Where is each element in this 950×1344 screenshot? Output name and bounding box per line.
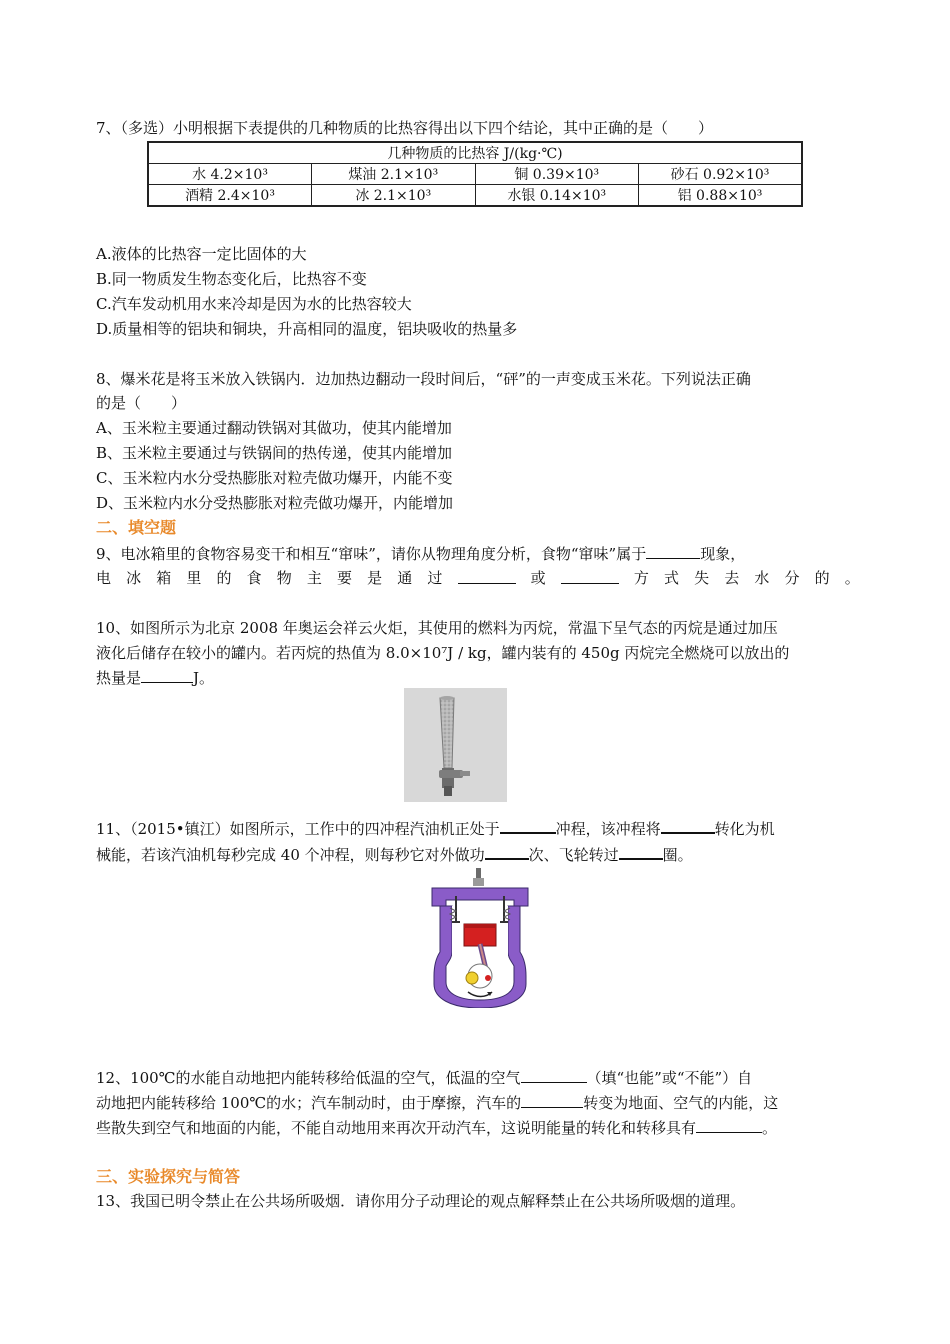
answer-blank[interactable] <box>619 843 663 860</box>
section-fill-in-heading: 二、填空题 <box>96 518 177 537</box>
q8-option-b: B、玉米粒主要通过与铁锅间的热传递，使其内能增加 <box>96 444 453 462</box>
q11-line2 <box>96 843 693 865</box>
table-row <box>148 185 802 207</box>
q12-text: 动地把内能转移给 100℃的水；汽车制动时，由于摩擦，汽车的 <box>96 1094 522 1112</box>
q7-stem: 7、（多选）小明根据下表提供的几种物质的比热容得出以下四个结论，其中正确的是（ ） <box>96 119 714 137</box>
answer-blank[interactable] <box>458 568 516 584</box>
q11-text: 11、（2015•镇江）如图所示，工作中的四冲程汽油机正处于 <box>96 820 500 838</box>
q12-text: 转变为地面、空气的内能，这 <box>583 1094 779 1112</box>
q10-text: J。 <box>193 669 215 687</box>
answer-blank[interactable] <box>696 1117 762 1133</box>
q9-char: 的 <box>814 569 830 587</box>
q12-text: 12、100℃的水能自动地把内能转移给低温的空气，低温的空气 <box>96 1069 521 1087</box>
q9-char: 方 <box>633 569 649 587</box>
q10-line3 <box>96 667 214 688</box>
q7-option-c: C.汽车发动机用水来冷却是因为水的比热容较大 <box>96 295 412 313</box>
q12-line3 <box>96 1117 777 1138</box>
q11-text: 转化为机 <box>714 820 775 838</box>
q10-line2: 液化后储存在较小的罐内。若丙烷的热值为 8.0×10⁷J / kg，罐内装有的 450g 丙烷完全燃烧可以放出的 <box>96 644 790 662</box>
q9-char: 通 <box>397 569 413 587</box>
q9-char: 失 <box>694 569 710 587</box>
q12-text: 。 <box>762 1119 778 1137</box>
q12-line2 <box>96 1092 778 1113</box>
table-row <box>148 164 802 185</box>
q9-line2 <box>96 568 860 588</box>
q9-line1 <box>96 543 745 564</box>
q8-stem-line1: 8、爆米花是将玉米放入铁锅内．边加热边翻动一段时间后，“砰”的一声变成玉米花。下列说法正确 <box>96 370 751 388</box>
answer-blank[interactable] <box>141 667 193 683</box>
q9-char: 物 <box>276 569 292 587</box>
q8-option-c: C、玉米粒内水分受热膨胀对粒壳做功爆开，内能不变 <box>96 469 453 487</box>
q9-char: 要 <box>337 569 353 587</box>
q9-char: 冰 <box>126 569 142 587</box>
q8-option-d: D、玉米粒内水分受热膨胀对粒壳做功爆开，内能增加 <box>96 494 454 512</box>
table-cell: 水银 0.14×10³ <box>475 185 639 207</box>
q7-option-b: B.同一物质发生物态变化后，比热容不变 <box>96 270 367 288</box>
q12-text: （填“也能”或“不能”）自 <box>586 1069 753 1087</box>
table-cell: 冰 2.1×10³ <box>312 185 476 207</box>
q9-char: 过 <box>427 569 443 587</box>
section-experiment-heading: 三、实验探究与简答 <box>96 1167 241 1186</box>
q9-text: 9、电冰箱里的食物容易变干和相互“窜味”，请你从物理角度分析，食物“窜味”属于 <box>96 545 647 563</box>
answer-blank[interactable] <box>500 817 556 834</box>
q12-line1 <box>96 1067 752 1088</box>
q9-char: 的 <box>216 569 232 587</box>
q11-text: 械能，若该汽油机每秒完成 40 个冲程，则每秒它对外做功 <box>96 846 485 864</box>
q11-text: 冲程，该冲程将 <box>555 820 661 838</box>
q9-char: 去 <box>724 569 740 587</box>
q9-char: 水 <box>754 569 770 587</box>
specific-heat-table <box>147 141 803 207</box>
answer-blank[interactable] <box>521 1092 583 1108</box>
table-cell: 铝 0.88×10³ <box>639 185 803 207</box>
q9-char: 是 <box>367 569 383 587</box>
q9-char: 。 <box>844 569 860 587</box>
table-cell: 砂石 0.92×10³ <box>639 164 803 185</box>
q11-text: 圈。 <box>662 846 693 864</box>
q9-char: 式 <box>663 569 679 587</box>
answer-blank[interactable] <box>646 543 700 559</box>
q8-option-a: A、玉米粒主要通过翻动铁锅对其做功，使其内能增加 <box>96 419 452 437</box>
answer-blank[interactable] <box>485 843 529 860</box>
table-title: 几种物质的比热容 J/(kg·℃) <box>148 142 802 164</box>
q11-line1 <box>96 817 775 839</box>
table-cell: 煤油 2.1×10³ <box>312 164 476 185</box>
q11-text: 次、飞轮转过 <box>528 846 619 864</box>
torch-image <box>404 688 507 802</box>
table-cell: 水 4.2×10³ <box>148 164 312 185</box>
q9-char: 食 <box>246 569 262 587</box>
q13-stem: 13、我国已明令禁止在公共场所吸烟．请你用分子动理论的观点解释禁止在公共场所吸烟的道理。 <box>96 1192 746 1210</box>
q9-char: 电 <box>96 569 112 587</box>
q9-char: 里 <box>186 569 202 587</box>
q9-char: 或 <box>530 569 546 587</box>
q7-option-a: A.液体的比热容一定比固体的大 <box>96 245 307 263</box>
answer-blank[interactable] <box>561 568 619 584</box>
q7-option-d: D.质量相等的铝块和铜块，升高相同的温度，铝块吸收的热量多 <box>96 320 518 338</box>
q9-char: 箱 <box>156 569 172 587</box>
q8-stem-line2: 的是（ ） <box>96 394 187 412</box>
q10-text: 热量是 <box>96 669 142 687</box>
answer-blank[interactable] <box>661 817 715 834</box>
q9-text: 现象， <box>700 545 746 563</box>
table-cell: 酒精 2.4×10³ <box>148 185 312 207</box>
q9-char: 分 <box>784 569 800 587</box>
q12-text: 些散失到空气和地面的内能，不能自动地用来再次开动汽车，这说明能量的转化和转移具有 <box>96 1119 697 1137</box>
answer-blank[interactable] <box>521 1067 587 1083</box>
table-cell: 铜 0.39×10³ <box>475 164 639 185</box>
q9-char: 主 <box>306 569 322 587</box>
engine-diagram <box>426 866 534 1008</box>
q10-line1: 10、如图所示为北京 2008 年奥运会祥云火炬，其使用的燃料为丙烷，常温下呈气态的丙烷是通过加压 <box>96 619 778 637</box>
